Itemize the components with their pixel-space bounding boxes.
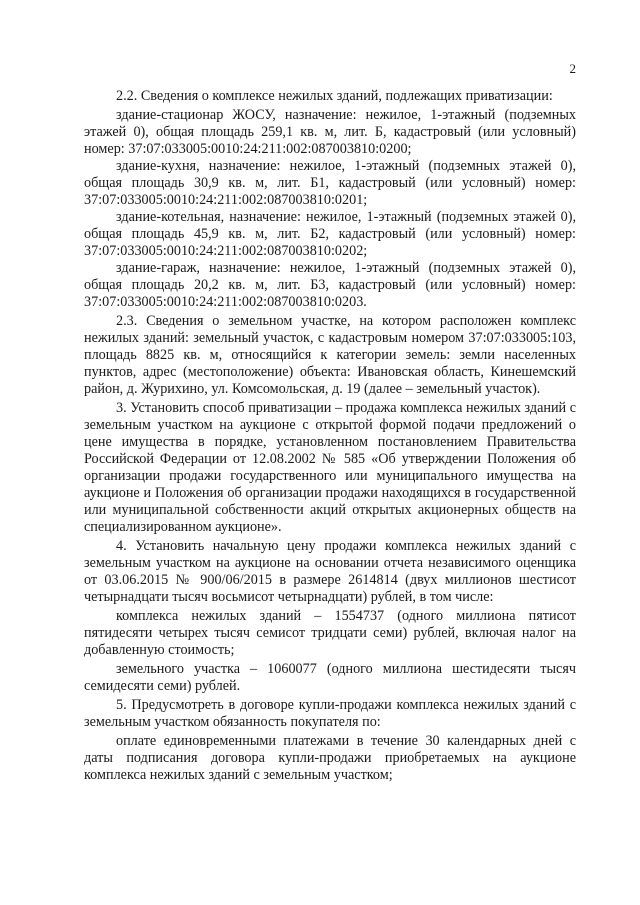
building-boiler-item: здание-котельная, назначение: нежилое, 1-этажный (подземных этажей 0), общая площадь 45,9 кв. м, лит. Б2, кадастровый (или условный) номер: 37:07:033005:0010:24:211:002:087003810:0202; bbox=[84, 209, 576, 259]
section-2-3-land-plot: 2.3. Сведения о земельном участке, на котором расположен комплекс нежилых зданий: земельный участок, с кадастровым номером 37:07:033005:103, площадь 8825 кв. м, относящийся к категории земель: земли населенных пунктов, адрес (местоположение) объекта: Ивановская область, Кинешемский район, д. Журихино, ул. Комсомольская, д. 19 (далее – земельный участок). bbox=[84, 313, 576, 397]
price-buildings-item: комплекса нежилых зданий – 1554737 (одного миллиона пятисот пятидесяти четырех тысяч семисот тридцати семи) рублей, включая налог на добавленную стоимость; bbox=[84, 608, 576, 658]
page-number: 2 bbox=[569, 61, 576, 76]
section-3-privatization-method: 3. Установить способ приватизации – продажа комплекса нежилых зданий с земельным участком на аукционе с открытой формой подачи предложений о цене имущества в порядке, установленном постановлением Правительства Российской Федерации от 12.08.2002 № 585 «Об утверждении Положения об организации продажи государственного или муниципального имущества на аукционе и Положения об организации продажи находящихся в государственной или муниципальной собственности акций открытых акционерных обществ на специализированном аукционе». bbox=[84, 400, 576, 535]
payment-terms-item: оплате единовременными платежами в течение 30 календарных дней с даты подписания договора купли-продажи приобретаемых на аукционе комплекса нежилых зданий с земельным участком; bbox=[84, 733, 576, 783]
building-stationary-item: здание-стационар ЖОСУ, назначение: нежилое, 1-этажный (подземных этажей 0), общая площадь 259,1 кв. м, лит. Б, кадастровый (или условный) номер: 37:07:033005:0010:24:211:002:087003810:0200; bbox=[84, 107, 576, 157]
building-kitchen-item: здание-кухня, назначение: нежилое, 1-этажный (подземных этажей 0), общая площадь 30,9 кв. м, лит. Б1, кадастровый (или условный) номер: 37:07:033005:0010:24:211:002:087003810:0201; bbox=[84, 158, 576, 208]
section-5-buyer-obligations: 5. Предусмотреть в договоре купли-продажи комплекса нежилых зданий с земельным участком обязанность покупателя по: bbox=[84, 697, 576, 730]
price-land-item: земельного участка – 1060077 (одного миллиона шестидесяти тысяч семидесяти семи) рублей. bbox=[84, 661, 576, 694]
document-body bbox=[84, 88, 576, 786]
section-2-2-heading: 2.2. Сведения о комплексе нежилых зданий, подлежащих приватизации: bbox=[116, 88, 553, 104]
building-garage-item: здание-гараж, назначение: нежилое, 1-этажный (подземных этажей 0), общая площадь 20,2 кв. м, лит. Б3, кадастровый (или условный) номер: 37:07:033005:0010:24:211:002:087003810:0203. bbox=[84, 260, 576, 310]
section-4-initial-price: 4. Установить начальную цену продажи комплекса нежилых зданий с земельным участком на аукционе на основании отчета независимого оценщика от 03.06.2015 № 900/06/2015 в размере 2614814 (двух миллионов шестисот четырнадцати тысяч восьмисот четырнадцати) рублей, в том числе: bbox=[84, 538, 576, 605]
